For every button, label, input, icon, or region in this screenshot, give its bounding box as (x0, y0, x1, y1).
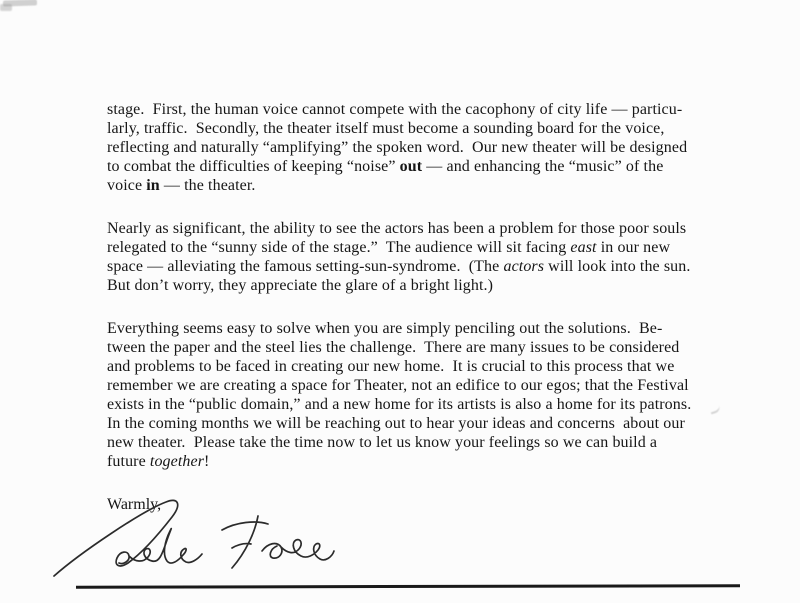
text-line: tween the paper and the steel lies the challenge. There are many issues to be considered (107, 339, 680, 356)
bottom-rule (76, 584, 740, 588)
closing-salutation: Warmly, (107, 496, 162, 513)
text-line: exists in the “public domain,” and a new home for its artists is also a home for its patrons. (107, 396, 692, 413)
text-line: and problems to be faced in creating our new home. It is crucial to this process that we (107, 358, 675, 375)
handwritten-signature (46, 494, 338, 582)
text-line: Everything seems easy to solve when you are simply penciling out the solutions. Be- (107, 320, 663, 337)
paragraph (107, 219, 747, 295)
text-line: But don’t worry, they appreciate the glare of a bright light.) (107, 277, 494, 294)
letter-body (107, 100, 747, 514)
signature-stroke-ee (262, 540, 334, 560)
text-line: space — alleviating the famous setting-sun-syndrome. (The actors will look into the sun. (107, 258, 691, 275)
paragraph (107, 100, 747, 195)
scan-artifact-mark (0, 4, 12, 11)
text-line: future together! (107, 453, 210, 470)
text-line: voice in — the theater. (107, 177, 256, 194)
text-line: remember we are creating a space for Theater, not an edifice to our egos; that the Festival (107, 377, 689, 394)
text-line: larly, traffic. Secondly, the theater itself must become a sounding board for the voice, (107, 120, 665, 137)
signature-stroke-charles (54, 500, 202, 576)
text-line: new theater. Please take the time now to let us know your feelings so we can build a (107, 434, 658, 451)
text-line: Nearly as significant, the ability to see the actors has been a problem for those poor souls (107, 220, 687, 237)
signature-stroke-f (222, 516, 268, 568)
paragraph (107, 319, 747, 471)
text-line: In the coming months we will be reaching out to hear your ideas and concerns about our (107, 415, 685, 432)
text-line: reflecting and naturally “amplifying” the spoken word. Our new theater will be designed (107, 139, 688, 156)
letter-paragraphs (107, 100, 747, 471)
text-line: relegated to the “sunny side of the stage.” The audience will sit facing east in our new (107, 239, 671, 256)
text-line: stage. First, the human voice cannot compete with the cacophony of city life — particu- (107, 101, 683, 118)
text-line: to combat the difficulties of keeping “noise” out — and enhancing the “music” of the (107, 158, 664, 175)
